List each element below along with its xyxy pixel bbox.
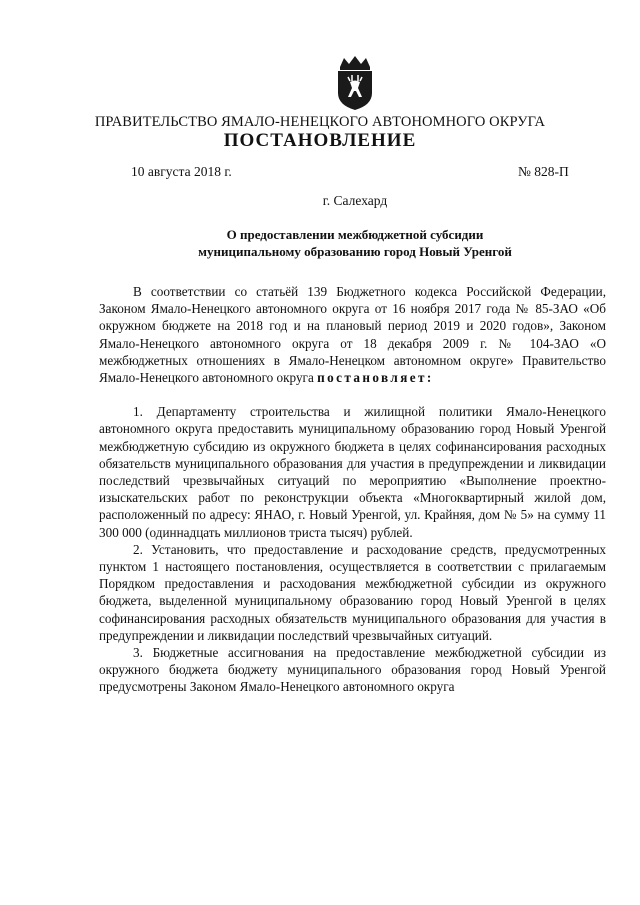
subject-line-2: муниципальному образованию город Новый Уренгой: [198, 244, 512, 259]
item-2-paragraph: 2. Установить, что предоставление и расходование средств, предусмотренных пунктом 1 настоящего постановления, осуществляется в соответствии с прилагаемым Порядком предоставления и расходования межбюджетной субсидии из окружного бюджета, выделенной муниципальному образованию город Новый Уренгой в целях софинансирования расходных обязательств муниципального образования для участия в предупреждении и ликвидации последствий чрезвычайных ситуаций.: [99, 541, 606, 643]
item-3-paragraph: 3. Бюджетные ассигнования на предоставление межбюджетной субсидии из окружного бюджета бюджету муниципального образования город Новый Уренгой предусмотрены Законом Ямало-Ненецкого автономного округа: [99, 645, 606, 695]
document-subject: [0, 226, 640, 260]
document-body: [99, 283, 606, 696]
item-1-paragraph: 1. Департаменту строительства и жилищной политики Ямало-Ненецкого автономного округа предоставить муниципальному образованию город Новый Уренгой межбюджетную субсидию из окружного бюджета в целях софинансирования расходных обязательств муниципального образования для участия в предупреждении и ликвидации последствий чрезвычайных ситуаций по мероприятию «Выполнение проектно-изыскательских работ по реконструкции объекта «Многоквартирный жилой дом, расположенный по адресу: ЯНАО, г. Новый Уренгой, ул. Крайняя, дом № 5» на сумму 11 300 000 (одиннадцать миллионов триста тысяч) рублей.: [99, 404, 606, 540]
government-name: ПРАВИТЕЛЬСТВО ЯМАЛО-НЕНЕЦКОГО АВТОНОМНОГО ОКРУГА: [94, 114, 546, 130]
document-date: 10 августа 2018 г.: [131, 164, 232, 179]
subject-line-1: О предоставлении межбюджетной субсидии: [226, 227, 484, 242]
preamble-paragraph: [99, 283, 606, 386]
document-city: г. Салехард: [322, 193, 388, 208]
preamble-text: В соответствии со статьёй 139 Бюджетного кодекса Российской Федерации, Законом Ямало-Ненецкого автономного округа от 16 ноября 2017 года № 85-ЗАО «Об окружном бюджете на 2018 год и на плановый период 2019 и 2020 годов», Законом Ямало-Ненецкого автономного округа от 18 декабря 2009 г. № 104-ЗАО «О межбюджетных отношениях в Ямало-Ненецком автономном округе» Правительство Ямало-Ненецкого автономного округа: [99, 284, 606, 386]
document-number: № 828-П: [518, 164, 569, 179]
resolves-word: постановляет:: [317, 370, 434, 386]
document-type-title: ПОСТАНОВЛЕНИЕ: [223, 130, 417, 151]
coat-of-arms-emblem: [330, 55, 380, 111]
